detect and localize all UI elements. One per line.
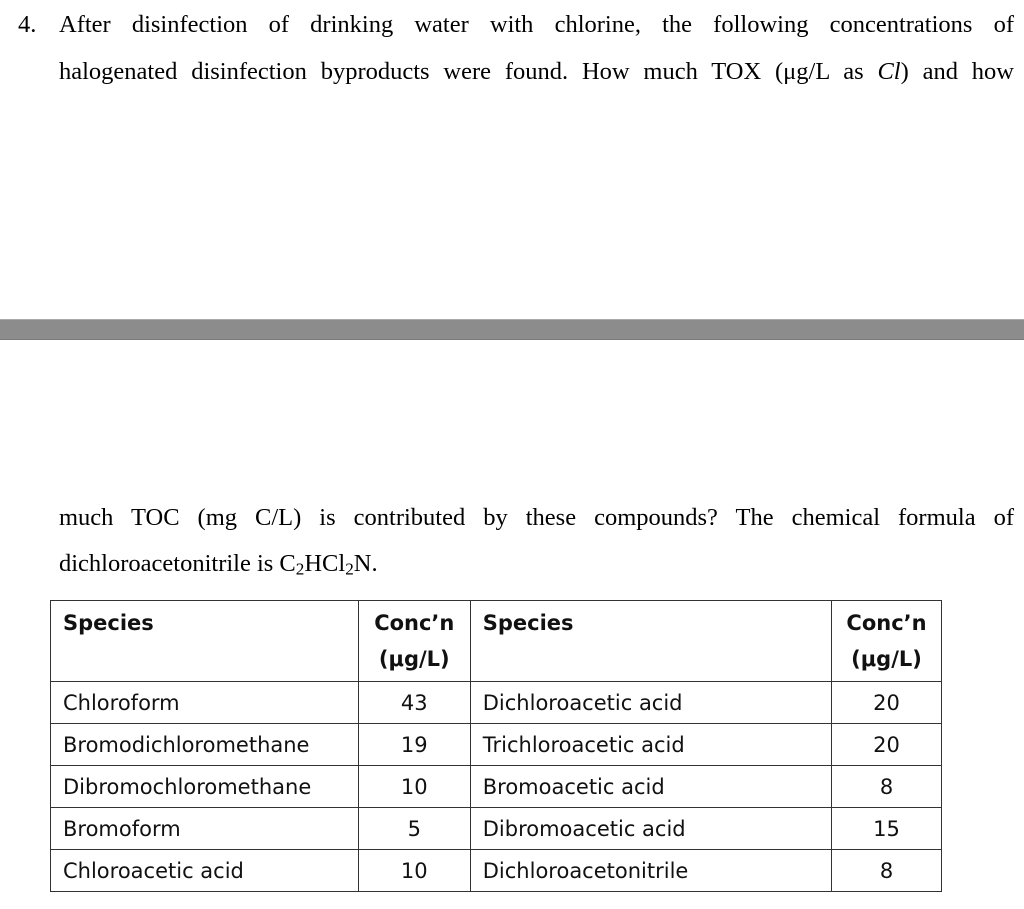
table-row xyxy=(51,766,942,808)
question-line-2 xyxy=(59,57,1014,87)
table-row xyxy=(51,682,942,724)
right-species-cell: Dibromoacetic acid xyxy=(470,808,831,850)
question-line-1: After disinfection of drinking water with chlorine, the following concentrations of xyxy=(59,11,1014,38)
right-species-cell: Bromoacetic acid xyxy=(470,766,831,808)
right-conc-cell: 8 xyxy=(832,850,942,892)
formula-text: dichloroacetonitrile is C xyxy=(59,550,296,577)
header-conc-right-unit: (μg/L) xyxy=(851,647,922,671)
table-row xyxy=(51,850,942,892)
right-conc-cell: 8 xyxy=(832,766,942,808)
page-divider xyxy=(0,319,1024,340)
right-species-cell: Dichloroacetonitrile xyxy=(470,850,831,892)
right-species-cell: Dichloroacetic acid xyxy=(470,682,831,724)
right-conc-cell: 15 xyxy=(832,808,942,850)
left-species-cell: Chloroacetic acid xyxy=(51,850,359,892)
right-species-cell: Trichloroacetic acid xyxy=(470,724,831,766)
right-conc-cell: 20 xyxy=(832,682,942,724)
question-line-2-text: halogenated disinfection byproducts were found. How much TOX (μg/L as xyxy=(59,58,878,85)
question-line-3: much TOC (mg C/L) is contributed by these compounds? The chemical formula of xyxy=(59,504,1014,531)
left-species-cell: Bromodichloromethane xyxy=(51,724,359,766)
table-row xyxy=(51,808,942,850)
formula-end: N. xyxy=(353,550,378,577)
header-species-left: Species xyxy=(51,601,359,682)
left-conc-cell: 5 xyxy=(358,808,470,850)
header-conc-right-label: Conc’n xyxy=(846,611,927,635)
concentration-table xyxy=(50,600,942,892)
table-row xyxy=(51,724,942,766)
left-conc-cell: 10 xyxy=(358,850,470,892)
left-conc-cell: 10 xyxy=(358,766,470,808)
header-species-right: Species xyxy=(470,601,831,682)
right-conc-cell: 20 xyxy=(832,724,942,766)
header-conc-right xyxy=(832,601,942,682)
left-species-cell: Chloroform xyxy=(51,682,359,724)
formula-sub-2: 2 xyxy=(345,559,354,579)
left-species-cell: Dibromochloromethane xyxy=(51,766,359,808)
formula-mid: HCl xyxy=(304,550,346,577)
header-conc-left xyxy=(358,601,470,682)
question-line-2-end: ) and how xyxy=(900,58,1014,85)
left-conc-cell: 43 xyxy=(358,682,470,724)
formula-sub-1: 2 xyxy=(295,559,305,579)
question-number: 4. xyxy=(18,11,37,38)
table-header-row xyxy=(51,601,942,682)
left-species-cell: Bromoform xyxy=(51,808,359,850)
chlorine-symbol: Cl xyxy=(877,58,901,85)
question-line-4 xyxy=(59,549,1014,579)
header-conc-left-label: Conc’n xyxy=(374,611,455,635)
header-conc-left-unit: (μg/L) xyxy=(378,647,450,671)
left-conc-cell: 19 xyxy=(358,724,470,766)
